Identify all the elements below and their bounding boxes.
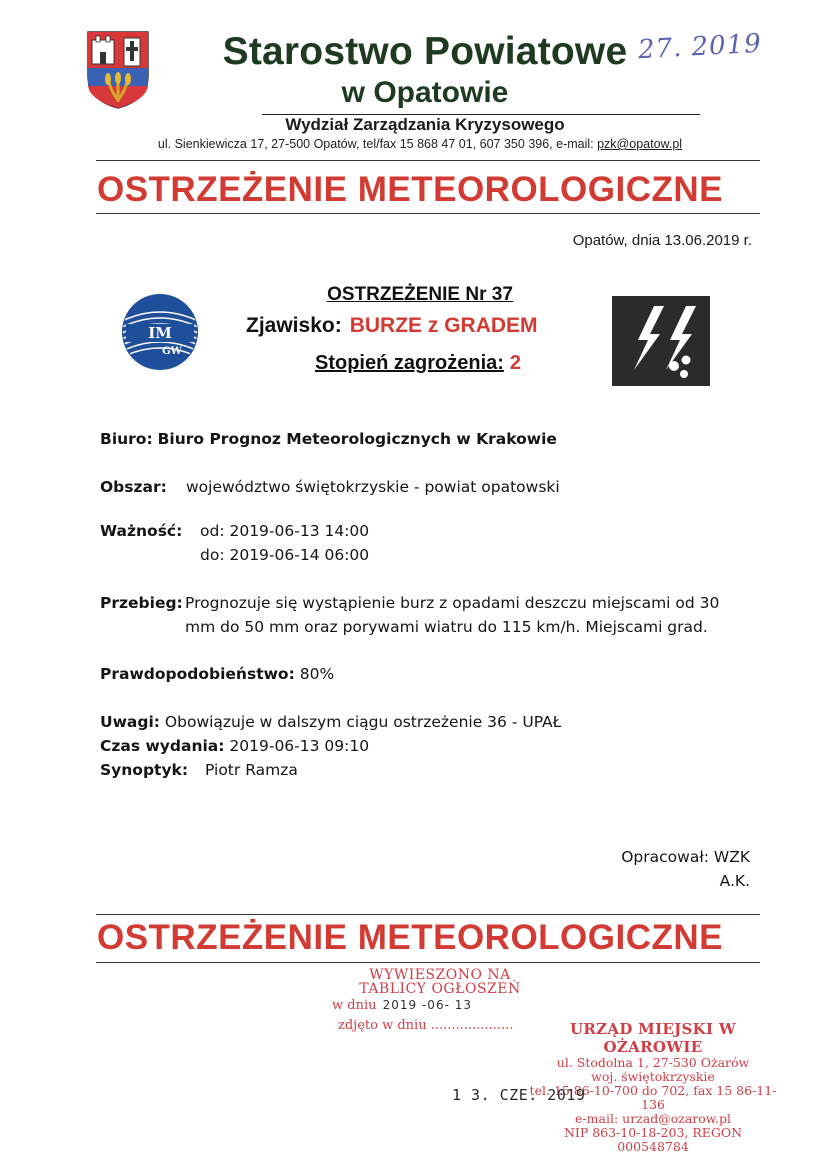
- office-subtitle: w Opatowie: [341, 76, 509, 109]
- threat-level-value: 2: [509, 352, 522, 374]
- posting-stamp-line3: w dniu: [332, 998, 377, 1013]
- warning-banner-bottom: OSTRZEŻENIE METEOROLOGICZNE: [96, 918, 724, 957]
- validity-to: do: 2019-06-14 06:00: [200, 546, 370, 564]
- phenomenon-label: Zjawisko:: [246, 314, 342, 337]
- posting-stamp-line2: TABLICY OGŁOSZEŃ: [359, 981, 521, 997]
- removal-line: zdjęto w dniu ....................: [338, 1018, 514, 1033]
- phenomenon-value: BURZE z GRADEM: [349, 314, 538, 337]
- imgw-logo-icon: [120, 292, 200, 372]
- probability-value: 80%: [299, 665, 335, 683]
- office-stamp-phone: tel. 15 86-10-700 do 702, fax 15 86-11-136: [529, 1083, 777, 1112]
- author-initials: A.K.: [719, 872, 750, 890]
- thunderstorm-hail-icon: [612, 296, 710, 386]
- address-text: ul. Sienkiewicza 17, 27-500 Opatów, tel/fax 15 868 47 01, 607 350 396, e-mail:: [157, 137, 594, 151]
- posting-stamp: [330, 968, 550, 996]
- banner-divider-top: [96, 160, 760, 161]
- received-date-stamp: 1 3. CZE. 2019: [452, 1086, 586, 1104]
- probability-row: [100, 665, 334, 683]
- department-name: Wydział Zarządzania Kryzysowego: [285, 115, 565, 134]
- phenomenon-line: [246, 314, 626, 338]
- area-row: [100, 478, 700, 496]
- notes-row: [100, 713, 561, 731]
- office-stamp-region: woj. świętokrzyskie: [591, 1069, 715, 1084]
- office-stamp-ids: NIP 863-10-18-203, REGON 000548784: [563, 1125, 743, 1154]
- course-label: Przebieg:: [100, 594, 183, 612]
- course-text-line2: mm do 50 mm oraz porywami wiatru do 115 km/h. Miejscami grad.: [185, 618, 708, 636]
- handwritten-date: 27. 2019: [637, 28, 763, 66]
- threat-level-label: Stopień zagrożenia:: [315, 352, 504, 374]
- banner-divider-bottom-2: [96, 962, 760, 963]
- office-address: [40, 137, 800, 151]
- office-row: [100, 430, 557, 448]
- office-label: Biuro:: [100, 430, 153, 448]
- notes-value: Obowiązuje w dalszym ciągu ostrzeżenie 36 - UPAŁ: [164, 713, 562, 731]
- prepared-by: Opracował: WZK: [621, 848, 750, 866]
- office-stamp-email: e-mail: urzad@ozarow.pl: [575, 1111, 731, 1126]
- probability-label: Prawdopodobieństwo:: [100, 665, 295, 683]
- posting-stamp-line1: WYWIESZONO NA: [369, 967, 511, 983]
- warning-banner-top: OSTRZEŻENIE METEOROLOGICZNE: [96, 170, 724, 209]
- logo-text-bottom: GW: [162, 346, 182, 357]
- coat-of-arms-icon: [84, 28, 152, 110]
- issued-label: Czas wydania:: [100, 737, 225, 755]
- threat-level-line: [315, 352, 615, 375]
- synoptic-value: Piotr Ramza: [205, 761, 298, 779]
- validity-label: Ważność:: [100, 522, 183, 540]
- posting-date: 2019 -06- 13: [382, 998, 472, 1012]
- banner-divider-top-2: [96, 914, 760, 915]
- validity-from: od: 2019-06-13 14:00: [200, 522, 370, 540]
- area-value: województwo świętokrzyskie - powiat opatowski: [186, 478, 560, 496]
- office-title: Starostwo Powiatowe: [222, 30, 628, 73]
- place-and-date: Opatów, dnia 13.06.2019 r.: [572, 232, 752, 249]
- posting-stamp-date-row: [332, 998, 472, 1013]
- office-stamp-address: ul. Stodolna 1, 27-530 Ożarów: [556, 1055, 750, 1070]
- issued-value: 2019-06-13 09:10: [229, 737, 370, 755]
- notes-label: Uwagi:: [100, 713, 160, 731]
- logo-text-top: IM: [148, 324, 172, 342]
- synoptic-row: [100, 761, 298, 779]
- office-value: Biuro Prognoz Meteorologicznych w Krakowie: [157, 430, 557, 448]
- issued-row: [100, 737, 369, 755]
- course-text-line1: Prognozuje się wystąpienie burz z opadami deszczu miejscami od 30: [185, 594, 720, 612]
- warning-number: OSTRZEŻENIE Nr 37: [327, 284, 513, 305]
- synoptic-label: Synoptyk:: [100, 761, 189, 779]
- email-link[interactable]: pzk@opatow.pl: [597, 137, 683, 151]
- office-stamp-name: URZĄD MIEJSKI W OŻAROWIE: [570, 1020, 736, 1056]
- area-label: Obszar:: [100, 478, 167, 496]
- banner-divider-bottom: [96, 213, 760, 214]
